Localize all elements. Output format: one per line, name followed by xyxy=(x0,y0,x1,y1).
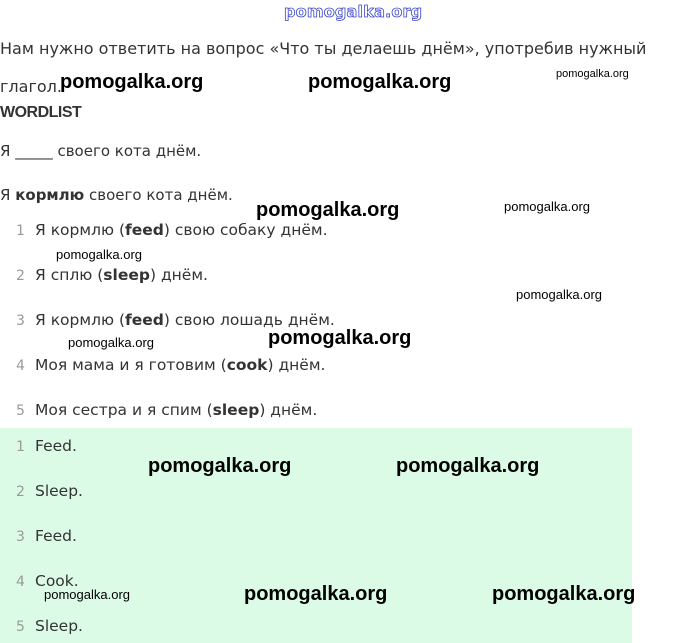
watermark: pomogalka.org xyxy=(516,287,602,302)
watermark: pomogalka.org xyxy=(148,455,292,477)
answer-text: Sleep. xyxy=(35,482,83,500)
sentence-number: 4 xyxy=(16,358,25,374)
sentence-text: Я кормлю (feed) свою лошадь днём. xyxy=(35,311,335,329)
watermark: pomogalka.org xyxy=(492,583,636,605)
sentence-text: Моя мама и я готовим (cook) днём. xyxy=(35,356,326,374)
answer-number: 3 xyxy=(16,529,25,545)
watermark: pomogalka.org xyxy=(556,68,629,80)
sentence-number: 1 xyxy=(16,223,25,239)
watermark: pomogalka.org xyxy=(56,247,142,262)
answer-text: Feed. xyxy=(35,437,77,455)
answer-text: Cook. xyxy=(35,572,79,590)
sentence-text: Я кормлю (feed) свою собаку днём. xyxy=(35,221,328,239)
watermark: pomogalka.org xyxy=(396,455,540,477)
header-watermark: pomogalka.org xyxy=(284,2,423,21)
example-text-before: Я xyxy=(0,186,16,204)
watermark: pomogalka.org xyxy=(60,71,204,93)
answer-number: 1 xyxy=(16,439,25,455)
watermark: pomogalka.org xyxy=(256,199,400,221)
watermark: pomogalka.org xyxy=(244,583,388,605)
answer-text: Feed. xyxy=(35,527,77,545)
answer-number: 2 xyxy=(16,484,25,500)
wordlist-heading: WORDLIST xyxy=(0,104,82,121)
watermark: pomogalka.org xyxy=(44,587,130,602)
sentence-number: 2 xyxy=(16,268,25,284)
example-verb: кормлю xyxy=(15,186,85,204)
example-text-after: своего кота днём. xyxy=(84,186,233,204)
answer-number: 5 xyxy=(16,619,25,635)
watermark: pomogalka.org xyxy=(268,327,412,349)
sentence-text: Моя сестра и я спим (sleep) днём. xyxy=(35,401,318,419)
example-filled-sentence xyxy=(0,186,233,204)
watermark: pomogalka.org xyxy=(504,199,590,214)
intro-paragraph: Нам нужно ответить на вопрос «Что ты делаешь днём», употребив нужный глагол. xyxy=(0,39,647,96)
example-blank-sentence: Я _____ своего кота днём. xyxy=(0,142,202,160)
watermark: pomogalka.org xyxy=(68,335,154,350)
sentence-number: 3 xyxy=(16,313,25,329)
answer-text: Sleep. xyxy=(35,617,83,635)
sentence-number: 5 xyxy=(16,403,25,419)
answer-number: 4 xyxy=(16,574,25,590)
watermark: pomogalka.org xyxy=(308,71,452,93)
sentence-text: Я сплю (sleep) днём. xyxy=(35,266,208,284)
